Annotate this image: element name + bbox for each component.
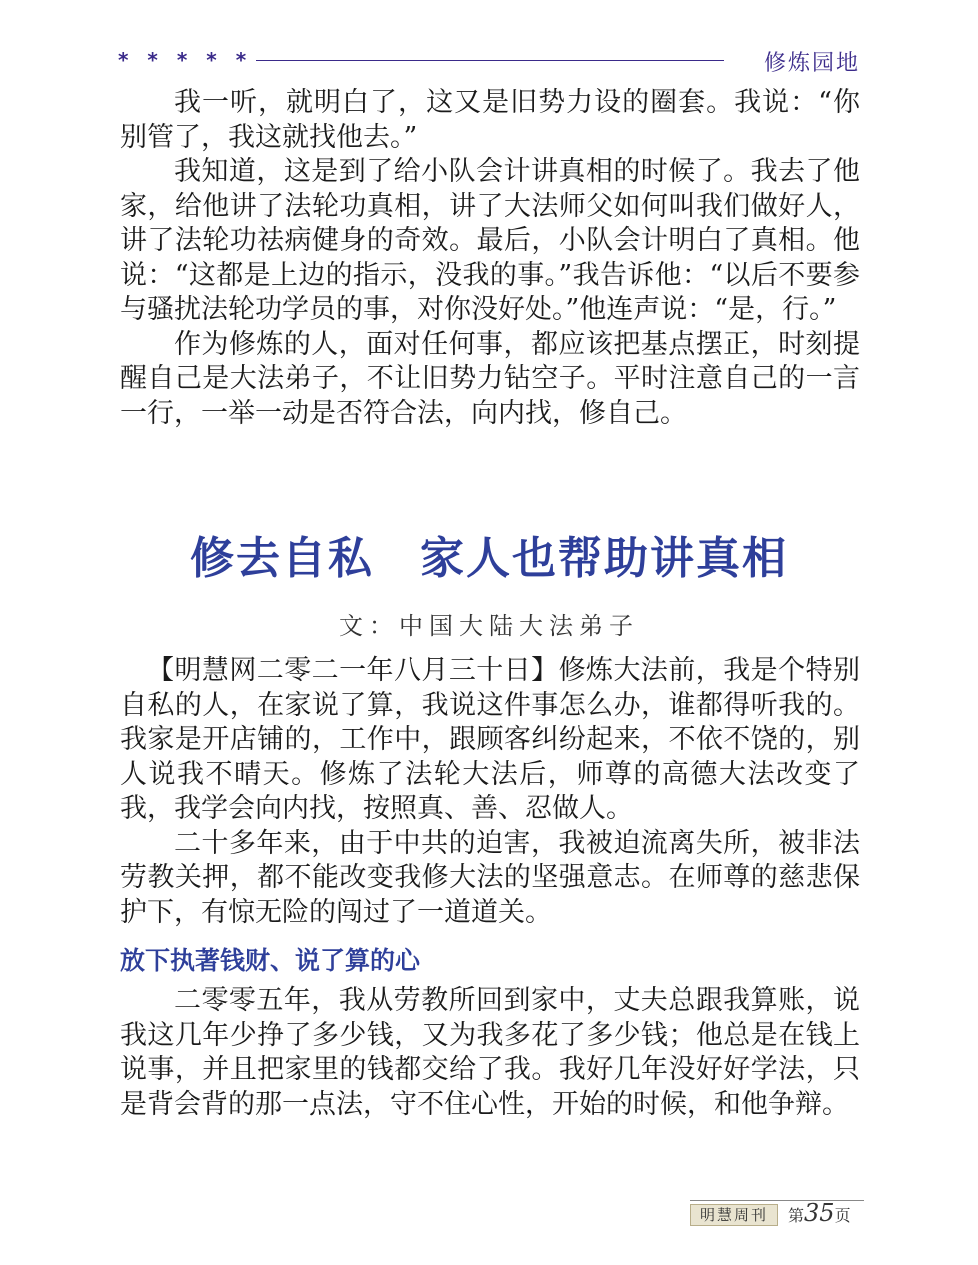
article-body: [120, 654, 860, 1122]
paragraph: 作为修炼的人，面对任何事，都应该把基点摆正，时刻提醒自己是大法弟子，不让旧势力钻空子。平时注意自己的一言一行，一举一动是否符合法，向内找，修自己。: [120, 328, 860, 429]
page-number-value: 35: [804, 1199, 835, 1227]
page-header: [118, 44, 860, 80]
paragraph: 我知道，这是到了给小队会计讲真相的时候了。我去了他家，给他讲了法轮功真相，讲了大法师父如何叫我们做好人，讲了法轮功祛病健身的奇效。最后，小队会计明白了真相。他说：“这都是上边的指示，没我的事。”我告诉他：“以后不要参与骚扰法轮功学员的事，对你没好处。”他连声说：“是，行。”: [120, 156, 860, 325]
paragraph: 我一听，就明白了，这又是旧势力设的圈套。我说：“你别管了，我这就找他去。”: [120, 87, 860, 153]
paragraph: 二十多年来，由于中共的迫害，我被迫流离失所，被非法劳教关押，都不能改变我修大法的坚强意志。在师尊的慈悲保护下，有惊无险的闯过了一道道关。: [120, 827, 860, 928]
article-title: 修去自私 家人也帮助讲真相: [190, 533, 788, 584]
paragraph: 【明慧网二零二一年八月三十日】修炼大法前，我是个特别自私的人，在家说了算，我说这件事怎么办，谁都得听我的。我家是开店铺的，工作中，跟顾客纠纷起来，不依不饶的，别人说我不晴天。修炼了法轮大法后，师尊的高德大法改变了我，我学会向内找，按照真、善、忍做人。: [120, 655, 860, 824]
paragraph: 二零零五年，我从劳教所回到家中，丈夫总跟我算账，说我这几年少挣了多少钱，又为我多花了多少钱；他总是在钱上说事，并且把家里的钱都交给了我。我好几年没好好学法，只是背会背的那一点法，守不住心性，开始的时候，和他争辩。: [120, 985, 860, 1120]
article-continuation: [120, 86, 860, 431]
section-name: 修炼园地: [763, 51, 860, 76]
section-subheading: 放下执著钱财、说了算的心: [120, 946, 421, 975]
publication-name: 明慧周刊: [690, 1204, 778, 1226]
page-suffix: 页: [834, 1206, 851, 1225]
article-byline: 文：中国大陆大法弟子: [339, 612, 639, 640]
page-footer: [690, 1200, 864, 1227]
page-prefix: 第: [788, 1206, 805, 1225]
decorative-stars: * * * * *: [118, 48, 253, 72]
header-rule: [256, 60, 724, 61]
page-number: [788, 1199, 851, 1227]
